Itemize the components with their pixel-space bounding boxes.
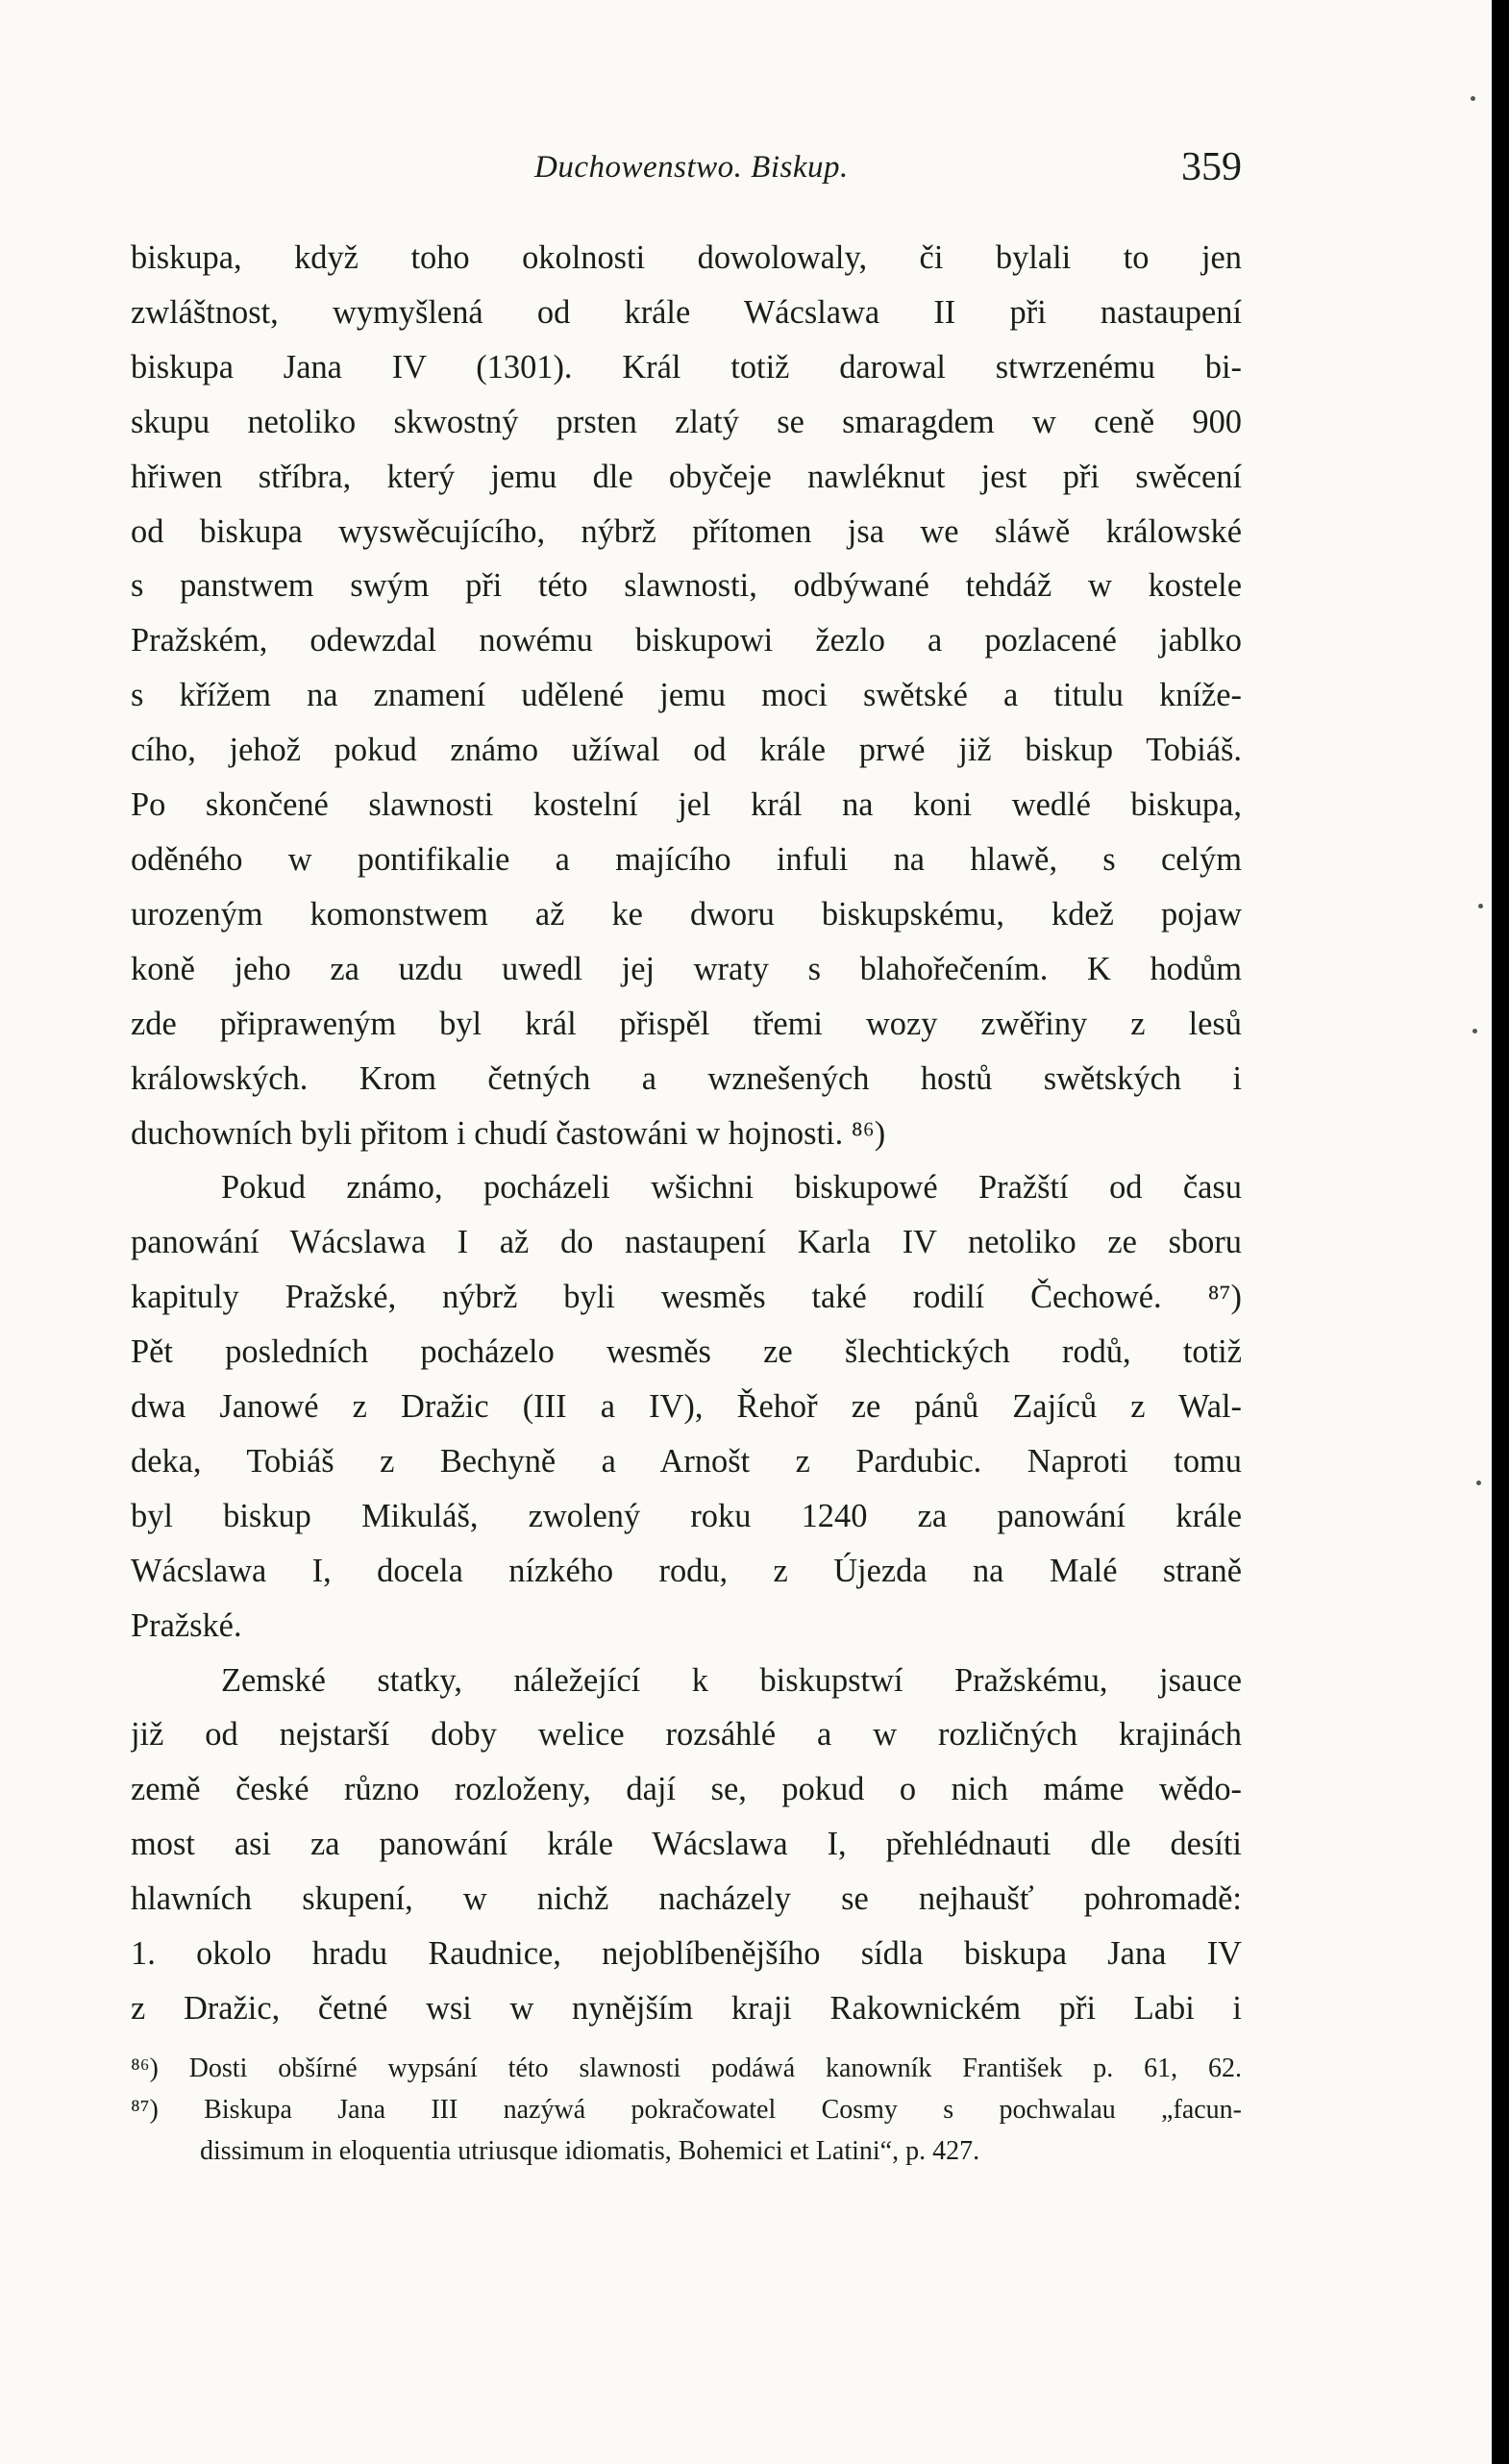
- footnote-86: ⁸⁶) Dosti obšírné wypsání této slawnosti podáwá kanowník František p. 61, 62.: [131, 2053, 1242, 2083]
- scan-speck: [1476, 1481, 1481, 1485]
- text-line: s křížem na znamení udělené jemu moci swětské a titulu kníže-: [131, 677, 1242, 714]
- text-line: již od nejstarší doby welice rozsáhlé a w rozličných krajinách: [131, 1716, 1242, 1754]
- text-line: země české různo rozloženy, dají se, pokud o nich máme wědo-: [131, 1771, 1242, 1808]
- text-line: dwa Janowé z Dražic (III a IV), Řehoř ze pánů Zajíců z Wal-: [131, 1388, 1242, 1426]
- text-line: Pražské.: [131, 1606, 242, 1644]
- text-line: zde připraweným byl král přispěl třemi wozy zwěřiny z lesů: [131, 1005, 1242, 1042]
- text-line: biskupa Jana IV (1301). Král totiž darowal stwrzenému bi-: [131, 348, 1242, 386]
- body-text: [131, 231, 1242, 2036]
- text-line: deka, Tobiáš z Bechyně a Arnošt z Pardubic. Naproti tomu: [131, 1442, 1242, 1480]
- text-line: Pražském, odewzdal nowému biskupowi žezlo a pozlacené jablko: [131, 622, 1242, 660]
- text-line: Pět posledních pocházelo wesměs ze šlechtických rodů, totiž: [131, 1333, 1242, 1371]
- text-line: Wácslawa I, docela nízkého rodu, z Újezda na Malé straně: [131, 1552, 1242, 1589]
- scan-speck: [1471, 96, 1475, 101]
- text-line: 1. okolo hradu Raudnice, nejoblíbenějšího sídla biskupa Jana IV: [131, 1935, 1242, 1973]
- page-number: 359: [1181, 145, 1242, 189]
- text-line: biskupa, když toho okolnosti dowolowaly, či bylali to jen: [131, 239, 1242, 276]
- scan-speck: [1472, 1029, 1477, 1033]
- text-line: z Dražic, četné wsi w nynějším kraji Rakownickém při Labi i: [131, 1990, 1242, 2027]
- footnotes: [131, 2048, 1242, 2172]
- page-header: [131, 144, 1242, 202]
- text-line: most asi za panowání krále Wácslawa I, přehlédnauti dle desíti: [131, 1826, 1242, 1863]
- text-line: skupu netoliko skwostný prsten zlatý se smaragdem w ceně 900: [131, 403, 1242, 440]
- footnote-87: ⁸⁷) Biskupa Jana III nazýwá pokračowatel Cosmy s pochwalau „facun-: [131, 2095, 1242, 2125]
- text-line: byl biskup Mikuláš, zwolený roku 1240 za panowání krále: [131, 1497, 1242, 1534]
- text-line: cího, jehož pokud známo užíwal od krále prwé již biskup Tobiáš.: [131, 732, 1242, 769]
- scan-speck: [1478, 904, 1483, 908]
- running-head: Duchowenstwo. Biskup.: [534, 150, 849, 185]
- text-line: oděného w pontifikalie a majícího infuli na hlawě, s celým: [131, 840, 1242, 878]
- text-line: duchowních byli přitom i chudí častowáni w hojnosti. ⁸⁶): [131, 1114, 886, 1152]
- paragraph-start-line: Zemské statky, náležející k biskupstwí Pražskému, jsauce: [221, 1661, 1242, 1699]
- paragraph-start-line: Pokud známo, pocházeli wšichni biskupowé Pražští od času: [221, 1169, 1242, 1207]
- text-line: hřiwen stříbra, který jemu dle obyčeje nawléknut jest při swěcení: [131, 458, 1242, 495]
- text-line: kapituly Pražské, nýbrž byli wesměs také rodilí Čechowé. ⁸⁷): [131, 1279, 1242, 1316]
- text-line: Po skončené slawnosti kostelní jel král na koni wedlé biskupa,: [131, 786, 1242, 824]
- text-line: koně jeho za uzdu uwedl jej wraty s blahořečením. K hodům: [131, 950, 1242, 987]
- text-line: urozeným komonstwem až ke dworu biskupskému, kdež pojaw: [131, 895, 1242, 933]
- text-line: s panstwem swým při této slawnosti, odbýwané tehdáž w kostele: [131, 567, 1242, 605]
- footnote-87-continued: dissimum in eloquentia utriusque idiomatis, Bohemici et Latini“, p. 427.: [200, 2136, 980, 2166]
- text-line: zwláštnost, wymyšlená od krále Wácslawa II při nastaupení: [131, 293, 1242, 331]
- text-line: panowání Wácslawa I až do nastaupení Karla IV netoliko ze sboru: [131, 1224, 1242, 1261]
- text-line: hlawních skupení, w nichž nacházely se nejhaušť pohromadě:: [131, 1880, 1242, 1918]
- text-line: od biskupa wyswěcujícího, nýbrž přítomen jsa we sláwě králowské: [131, 512, 1242, 550]
- text-line: králowských. Krom četných a wznešených hostů swětských i: [131, 1059, 1242, 1097]
